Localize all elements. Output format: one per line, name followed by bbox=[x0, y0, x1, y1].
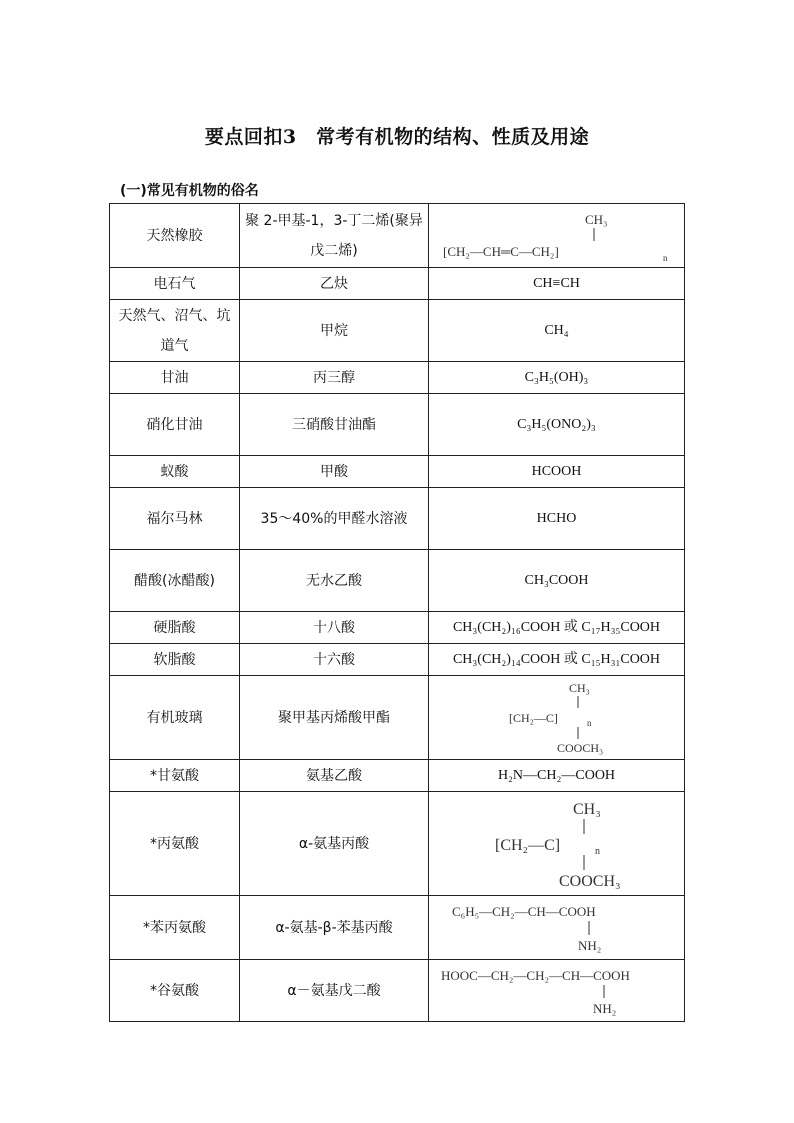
glutamic-acid-structure bbox=[437, 962, 677, 1020]
chemical-name-cell: 氨基乙酸 bbox=[240, 760, 429, 792]
struct-bottom-group: NH₂ bbox=[592, 1000, 616, 1016]
page-title: 要点回扣3 常考有机物的结构、性质及用途 bbox=[204, 126, 590, 148]
chemical-name-cell: 聚 2-甲基-1，3-丁二烯(聚异戊二烯) bbox=[240, 204, 429, 268]
chemical-name-cell: α-氨基丙酸 bbox=[240, 792, 429, 896]
structure-cell bbox=[429, 204, 685, 268]
formula-cell: HCHO bbox=[429, 488, 685, 550]
structure-cell bbox=[429, 792, 685, 896]
formula-cell: C₃H₅(ONO₂)₃ bbox=[429, 394, 685, 456]
common-name-cell: 蚁酸 bbox=[110, 456, 240, 488]
common-name-cell: 电石气 bbox=[110, 268, 240, 300]
struct-main-chain: [CH₂—C] bbox=[494, 836, 560, 854]
table-row bbox=[110, 456, 685, 488]
common-name-cell: 有机玻璃 bbox=[110, 676, 240, 760]
common-name-cell: *甘氨酸 bbox=[110, 760, 240, 792]
common-name-cell: 甘油 bbox=[110, 362, 240, 394]
table-row bbox=[110, 760, 685, 792]
chemical-name-cell: 丙三醇 bbox=[240, 362, 429, 394]
common-name-cell: 天然橡胶 bbox=[110, 204, 240, 268]
struct-main-chain: [CH₂—CH═C—CH₂] bbox=[442, 243, 559, 259]
structure-cell bbox=[429, 960, 685, 1022]
struct-repeat-n: n bbox=[594, 845, 600, 857]
pmma-structure bbox=[457, 678, 657, 758]
table-row bbox=[110, 676, 685, 760]
table-row bbox=[110, 488, 685, 550]
struct-bottom-group: NH₂ bbox=[577, 937, 601, 953]
structure-cell bbox=[429, 676, 685, 760]
section-subtitle: (一)常见有机物的俗名 bbox=[120, 183, 259, 199]
common-name-cell: *谷氨酸 bbox=[110, 960, 240, 1022]
table-row bbox=[110, 550, 685, 612]
chemical-name-cell: 35～40%的甲醛水溶液 bbox=[240, 488, 429, 550]
structure-cell bbox=[429, 896, 685, 960]
struct-top-group: CH₃ bbox=[572, 800, 601, 818]
chemical-name-cell: α-氨基-β-苯基丙酸 bbox=[240, 896, 429, 960]
table-row bbox=[110, 300, 685, 362]
formula-cell: CH₃(CH₂)₁₄COOH 或 C₁₅H₃₁COOH bbox=[429, 644, 685, 676]
chemical-name-cell: 三硝酸甘油酯 bbox=[240, 394, 429, 456]
struct-repeat-n: n bbox=[586, 717, 591, 728]
struct-repeat-n: n bbox=[662, 252, 667, 263]
table-row bbox=[110, 896, 685, 960]
common-name-cell: *苯丙氨酸 bbox=[110, 896, 240, 960]
common-name-cell: 硝化甘油 bbox=[110, 394, 240, 456]
common-name-cell: 天然气、沼气、坑道气 bbox=[110, 300, 240, 362]
formula-cell: CH≡CH bbox=[429, 268, 685, 300]
common-name-cell: 软脂酸 bbox=[110, 644, 240, 676]
table-row bbox=[110, 644, 685, 676]
formula-cell: CH₃(CH₂)₁₆COOH 或 C₁₇H₃₅COOH bbox=[429, 612, 685, 644]
formula-cell: CH₃COOH bbox=[429, 550, 685, 612]
table-row bbox=[110, 792, 685, 896]
struct-main-chain: C₆H₅—CH₂—CH—COOH bbox=[451, 903, 596, 919]
table-row bbox=[110, 394, 685, 456]
formula-cell: CH₄ bbox=[429, 300, 685, 362]
struct-bottom-group: COOCH₃ bbox=[556, 740, 603, 755]
chemical-name-cell: 甲酸 bbox=[240, 456, 429, 488]
common-name-cell: 福尔马林 bbox=[110, 488, 240, 550]
formula-cell: H₂N—CH₂—COOH bbox=[429, 760, 685, 792]
chemical-name-cell: 无水乙酸 bbox=[240, 550, 429, 612]
struct-main-chain: [CH₂—C] bbox=[508, 710, 558, 725]
table-row bbox=[110, 204, 685, 268]
formula-cell: C₃H₅(OH)₃ bbox=[429, 362, 685, 394]
struct-main-chain: HOOC—CH₂—CH₂—CH—COOH bbox=[440, 967, 630, 983]
chemical-name-cell: 乙炔 bbox=[240, 268, 429, 300]
table-row bbox=[110, 612, 685, 644]
chemical-name-cell: α－氨基戊二酸 bbox=[240, 960, 429, 1022]
table-row bbox=[110, 268, 685, 300]
phenylalanine-structure bbox=[442, 898, 672, 958]
struct-bottom-group: COOCH₃ bbox=[558, 872, 621, 890]
nickname-table bbox=[109, 203, 685, 1022]
chemical-name-cell: 聚甲基丙烯酸甲酯 bbox=[240, 676, 429, 760]
common-name-cell: 醋酸(冰醋酸) bbox=[110, 550, 240, 612]
alanine-structure bbox=[447, 794, 667, 894]
common-name-cell: *丙氨酸 bbox=[110, 792, 240, 896]
formula-cell: HCOOH bbox=[429, 456, 685, 488]
table-row bbox=[110, 362, 685, 394]
struct-top-group: CH₃ bbox=[584, 211, 608, 227]
chemical-name-cell: 十八酸 bbox=[240, 612, 429, 644]
table-row bbox=[110, 960, 685, 1022]
natural-rubber-structure bbox=[437, 206, 677, 266]
chemical-name-cell: 十六酸 bbox=[240, 644, 429, 676]
struct-top-group: CH₃ bbox=[568, 680, 590, 695]
chemical-name-cell: 甲烷 bbox=[240, 300, 429, 362]
common-name-cell: 硬脂酸 bbox=[110, 612, 240, 644]
